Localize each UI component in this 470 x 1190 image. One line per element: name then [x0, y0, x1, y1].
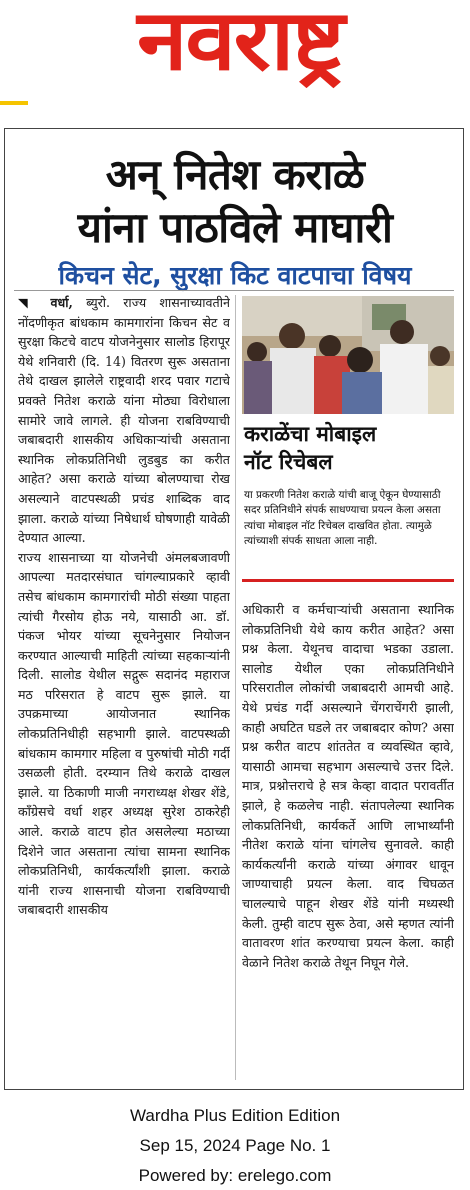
box-text: या प्रकरणी नितेश कराळे यांची बाजू ऐकून घेण्यासाठी सदर प्रतिनिधीने संपर्क साधण्याचा प्रयत्न केला असता त्यांचा मोबाइल नॉट रिचेबल दाखवित होता. त्यामुळे त्यांच्याशी संपर्क साधता आला नाही.: [244, 489, 441, 548]
article-right-column: [242, 600, 454, 1080]
headline-line-1: अन् नितेश कराळे: [105, 150, 365, 199]
footer-powered-by: Powered by: erelego.com: [138, 1166, 332, 1185]
article-left-column: [18, 293, 230, 1083]
box-red-rule: [242, 579, 454, 582]
right-column-text: अधिकारी व कर्मचाऱ्यांची असताना स्थानिक लोकप्रतिनिधी येथे काय करीत आहेत? असा प्रश्न केला. येथूनच वादाचा भडका उडाला. सालोड येथील एका लोकप्रतिनिधीने परिसरातील लोकांची जबाबदारी आमची आहे. येथे प्रचंड गर्दी असल्याने चेंगराचेंगरी झाली, काही अघटित घडले तर जबाबदार कोण? असा प्रश्न करीत वाटप शांततेत व व्यवस्थित व्हावे, यासाठी आमचा सहभाग असल्याचे उत्तर दिले. मात्र, प्रश्नोत्तराचे हे सत्र केव्हा वादात परावर्तीत झाले, हे कळलेच नाही. संतापलेल्या स्थानिक लोकप्रतिनिधी, कार्यकर्ते आणि लाभार्थ्यांनी नीतेश कराळे यांना चांगलेच सुनावले. काही कार्यकर्त्यांनी कराळे यांच्या अंगावर धावून जाण्याचाही प्रयत्न केला. वाद चिघळत चालल्याचे पाहून शेखर शेंडे यांनी मध्यस्थी केली. तुम्ही वाटप सुरू ठेवा, असे म्हणत त्यांनी वातावरण शांत करण्याचा प्रयत्न केला. काही वेळाने नितेश कराळे तेथून निघून गेले.: [242, 602, 454, 970]
footer-edition: Wardha Plus Edition Edition: [129, 1106, 341, 1125]
wedge-icon: ◥: [18, 295, 51, 310]
footer-date-page: Sep 15, 2024 Page No. 1: [139, 1136, 331, 1155]
paragraph-2: राज्य शासनाच्या या योजनेची अंमलबजावणी आपल्या मतदारसंघात चांगल्याप्रकारे व्हावी तसेच बांधकाम कामगारांची मोठी संख्या पाहता त्यांची गैरसोय होऊ नये, यासाठी आ. डॉ. पंकज भोयर यांच्या सूचनेनुसार नियोजन करण्यात आल्याची माहिती त्यांच्या सहकाऱ्यांनी दिली. सालोड येथील सद्गुरू सदानंद महाराज मठ परिसरात हे वाटप सुरू झाले. या उपक्रमाच्या आयोजनात स्थानिक लोकप्रतिनिधीही सहभागी झाले. वाटपस्थळी बांधकाम कामगार महिला व पुरुषांची मोठी गर्दी उसळली होती. दरम्यान तिथे कराळे दाखल झाले. या ठिकाणी माजी नगराध्यक्ष शेखर शेंडे, काँग्रेसचे वर्धा शहर अध्यक्ष सुरेश ठाकरेही आले. कराळे वाटप होत असलेल्या मठाच्या दिशेने जात असताना त्यांचा सामना स्थानिक लोकप्रतिनिधी, कार्यकर्त्यांशी झाला. कराळे यांनी राज्य शासनाची योजना राबविण्याची जबाबदारी शासकीय: [18, 549, 230, 918]
paragraph-1-text: ब्युरो. राज्य शासनाच्यावतीने नोंदणीकृत बांधकाम कामगारांना किचन सेट व सुरक्षा किटचे वाटप योजनेनुसार सालोड हिरापूर येथे शनिवारी (दि. 14) वितरण सुरू असताना तेथे दाखल झालेले राष्ट्रवादी शरद पवार गटाचे प्रवक्ते नितेश कराळे यांना मोठ्या विरोधाला सामोरे जावे लागले. ही योजना राबविण्याची जबाबदारी शासकीय अधिकाऱ्यांची असताना स्थानिक लोकप्रतिनिधी लुडबुड का करीत आहेत? असा कराळे यांच्या बोलण्याचा रोख असल्याने वाटपस्थळी प्रचंड शाब्दिक वाद झाला. कराळे यांच्या निषेधार्थ घोषणाही यावेळी देण्यात आल्या.: [18, 295, 230, 546]
logo-accent-bar: [0, 101, 28, 105]
news-photo: [242, 296, 454, 414]
newspaper-logo: नवराष्ट्र: [137, 0, 343, 89]
column-divider: [235, 295, 236, 1080]
dateline: वर्धा,: [50, 295, 73, 310]
subheadline: किचन सेट, सुरक्षा किट वाटपाचा विषय: [58, 261, 412, 290]
box-headline-line-2: नॉट रिचेबल: [244, 450, 333, 474]
headline-rule: [14, 290, 454, 291]
box-headline-line-1: कराळेंचा मोबाइल: [244, 422, 377, 446]
masthead: [0, 0, 470, 110]
headline-line-2: यांना पाठविले माघारी: [77, 203, 393, 252]
paragraph-1: [18, 293, 230, 548]
box-headline: [244, 420, 454, 476]
